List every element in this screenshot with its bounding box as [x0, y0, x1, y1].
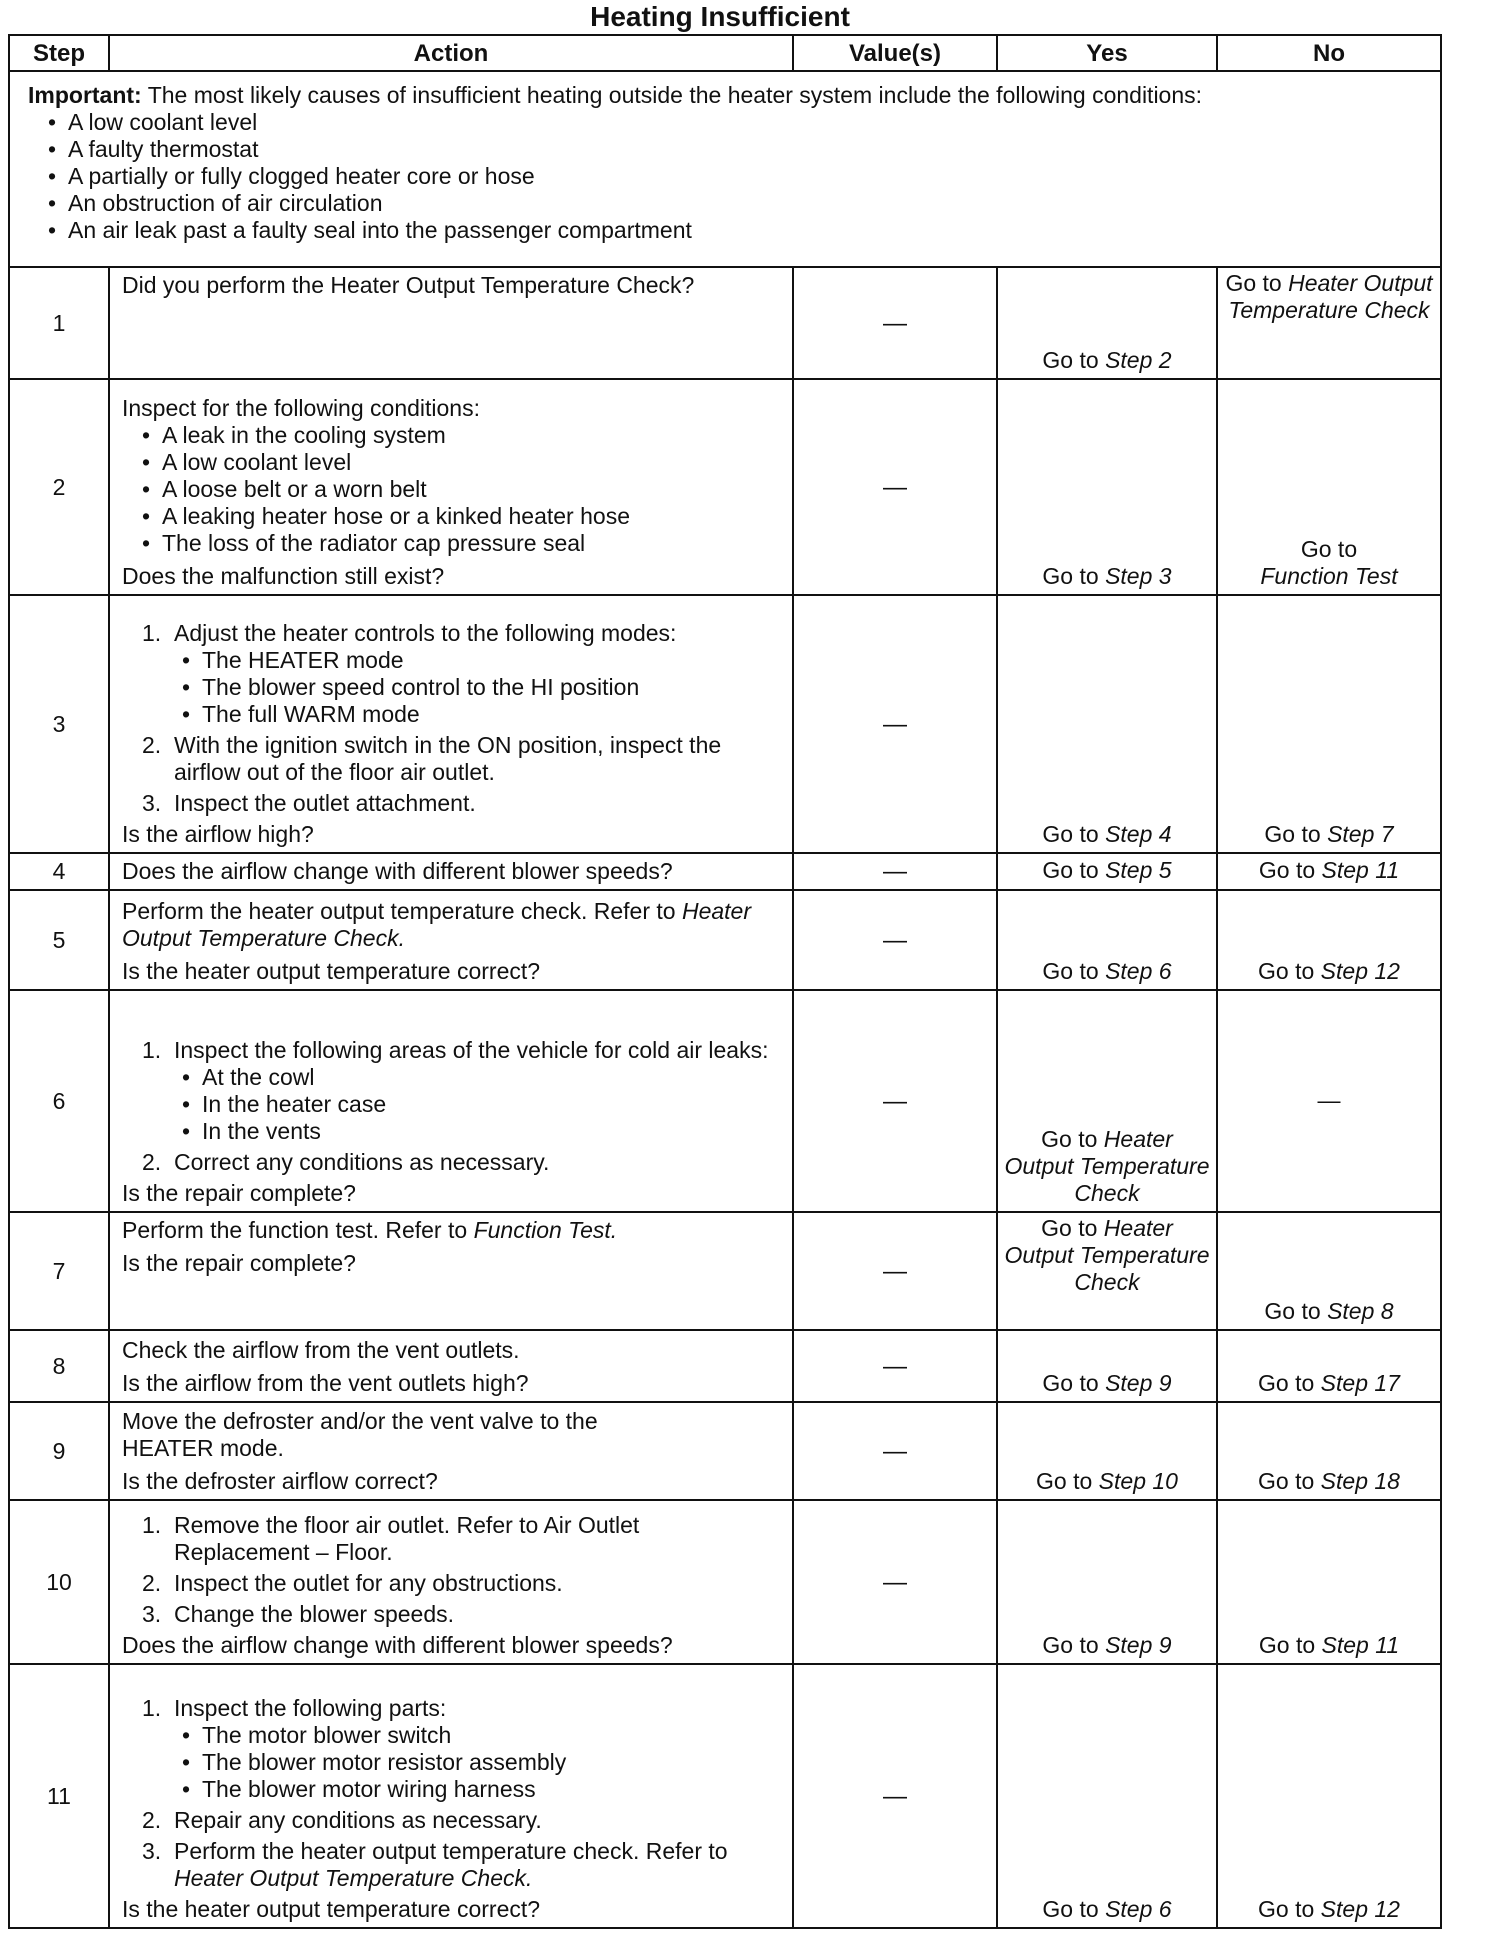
list-item: • At the cowl [174, 1064, 782, 1091]
action-cell: Check the airflow from the vent outlets. Is the airflow from the vent outlets high? [109, 1330, 793, 1402]
value-cell: — [793, 1500, 997, 1664]
no-cell: Go to Heater Output Temperature Check [1217, 267, 1441, 379]
step-number: 10 [9, 1500, 109, 1664]
question: Is the airflow from the vent outlets high? [122, 1370, 529, 1396]
list-item: • The loss of the radiator cap pressure seal [134, 530, 782, 557]
yes-cell: Go to Step 6 [997, 890, 1217, 990]
list-item: 2. With the ignition switch in the ON position, inspect the airflow out of the floor air outlet. [142, 732, 722, 785]
table-row [9, 890, 1441, 990]
action-cell [109, 1500, 793, 1664]
table-row [9, 853, 1441, 890]
no-cell: Go to Step 18 [1217, 1402, 1441, 1500]
no-cell: Go to Step 11 [1217, 853, 1441, 890]
value-cell: — [793, 267, 997, 379]
list-item: • In the heater case [174, 1091, 782, 1118]
yes-cell: Go to Step 9 [997, 1330, 1217, 1402]
list-item: • The full WARM mode [174, 701, 782, 728]
action-cell [109, 1664, 793, 1928]
table-row [9, 1212, 1441, 1330]
step-number: 8 [9, 1330, 109, 1402]
list-item: • The blower motor resistor assembly [174, 1749, 782, 1776]
list-item: 2. Correct any conditions as necessary. [142, 1149, 550, 1175]
important-list [40, 109, 1428, 244]
table-row [9, 1330, 1441, 1402]
list-item: • The motor blower switch [174, 1722, 782, 1749]
page-title: Heating Insufficient [590, 1, 850, 32]
table-row [9, 1500, 1441, 1664]
no-cell: Go to Step 12 [1217, 1664, 1441, 1928]
yes-cell: Go to Heater Output Temperature Check [997, 990, 1217, 1212]
value-cell: — [793, 1664, 997, 1928]
action-steps [122, 620, 782, 817]
list-item: 3. Change the blower speeds. [142, 1601, 455, 1627]
yes-cell: Go to Step 9 [997, 1500, 1217, 1664]
header-yes: Yes [997, 35, 1217, 71]
question: Is the repair complete? [122, 1250, 356, 1276]
action-steps [122, 1037, 782, 1176]
list-item: • The blower speed control to the HI position [174, 674, 782, 701]
yes-cell: Go to Step 5 [997, 853, 1217, 890]
yes-cell: Go to Heater Output Temperature Check [997, 1212, 1217, 1330]
question: Is the heater output temperature correct? [122, 1896, 541, 1922]
action-cell: Perform the heater output temperature check. Refer to Heater Output Temperature Check. Is the heater output temperature correct? [109, 890, 793, 990]
step-number: 11 [9, 1664, 109, 1928]
list-item: • The blower motor wiring harness [174, 1776, 782, 1803]
question: Is the heater output temperature correct? [122, 958, 541, 984]
value-cell: — [793, 990, 997, 1212]
no-cell: Go to Step 17 [1217, 1330, 1441, 1402]
question: Is the airflow high? [122, 821, 314, 847]
value-cell: — [793, 890, 997, 990]
question: Does the airflow change with different blower speeds? [122, 858, 673, 884]
action-cell: Perform the function test. Refer to Function Test. Is the repair complete? [109, 1212, 793, 1330]
yes-cell: Go to Step 4 [997, 595, 1217, 853]
yes-cell: Go to Step 3 [997, 379, 1217, 595]
value-cell: — [793, 853, 997, 890]
list-item: • A leak in the cooling system [134, 422, 782, 449]
value-cell: — [793, 1330, 997, 1402]
header-no: No [1217, 35, 1441, 71]
list-item: 3. Inspect the outlet attachment. [142, 790, 476, 816]
list-item: 1. Inspect the following parts: • The motor blower switch • The blower motor resistor assembly • The blower motor wiring harness [142, 1695, 782, 1803]
step-number: 4 [9, 853, 109, 890]
header-row [9, 35, 1441, 71]
no-cell: Go to Step 11 [1217, 1500, 1441, 1664]
header-values: Value(s) [793, 35, 997, 71]
action-steps [122, 1695, 782, 1892]
important-note [9, 71, 1441, 267]
table-row [9, 379, 1441, 595]
yes-cell: Go to Step 6 [997, 1664, 1217, 1928]
list-item: • A faulty thermostat [40, 136, 1428, 163]
list-item: • The HEATER mode [174, 647, 782, 674]
conditions-list [134, 422, 782, 557]
list-item: • An obstruction of air circulation [40, 190, 1428, 217]
yes-cell: Go to Step 10 [997, 1402, 1217, 1500]
diagnostic-table [8, 34, 1442, 1929]
step-number: 7 [9, 1212, 109, 1330]
important-label: Important: [28, 82, 142, 108]
list-item: 1. Remove the floor air outlet. Refer to Air Outlet Replacement – Floor. [142, 1512, 640, 1565]
table-row [9, 990, 1441, 1212]
important-row [9, 71, 1441, 267]
value-cell: — [793, 595, 997, 853]
no-cell: Go to Step 8 [1217, 1212, 1441, 1330]
list-item: 2. Inspect the outlet for any obstructions. [142, 1570, 563, 1596]
action-cell: Move the defroster and/or the vent valve to the HEATER mode. Is the defroster airflow correct? [109, 1402, 793, 1500]
step-number: 2 [9, 379, 109, 595]
action-steps [122, 1512, 782, 1628]
step-number: 5 [9, 890, 109, 990]
list-item: • A leaking heater hose or a kinked heater hose [134, 503, 782, 530]
question: Is the repair complete? [122, 1180, 356, 1206]
step-number: 6 [9, 990, 109, 1212]
header-action: Action [109, 35, 793, 71]
list-item: • In the vents [174, 1118, 782, 1145]
action-cell [109, 990, 793, 1212]
table-row [9, 1664, 1441, 1928]
no-cell: Go to Function Test [1217, 379, 1441, 595]
yes-cell: Go to Step 2 [997, 267, 1217, 379]
table-row [9, 595, 1441, 853]
step-number: 1 [9, 267, 109, 379]
list-item: • A loose belt or a worn belt [134, 476, 782, 503]
action-cell [109, 267, 793, 379]
step-number: 9 [9, 1402, 109, 1500]
list-item: • A partially or fully clogged heater core or hose [40, 163, 1428, 190]
action-cell [109, 595, 793, 853]
value-cell: — [793, 1212, 997, 1330]
value-cell: — [793, 379, 997, 595]
no-cell: Go to Step 7 [1217, 595, 1441, 853]
question: Did you perform the Heater Output Temperature Check? [122, 272, 695, 298]
important-text: The most likely causes of insufficient heating outside the heater system include the following conditions: [141, 82, 1203, 108]
no-cell: — [1217, 990, 1441, 1212]
list-item: • An air leak past a faulty seal into the passenger compartment [40, 217, 1428, 244]
value-cell: — [793, 1402, 997, 1500]
list-item: • A low coolant level [40, 109, 1428, 136]
list-item: • A low coolant level [134, 449, 782, 476]
no-cell: Go to Step 12 [1217, 890, 1441, 990]
list-item: 1. Adjust the heater controls to the following modes: • The HEATER mode • The blower speed control to the HI position • The full WARM mode [142, 620, 782, 728]
action-cell: Inspect for the following conditions: • A leak in the cooling system • A low coolant level • A loose belt or a worn belt • A leaking heater hose or a kinked heater hose • The loss of the radiator cap pressure seal Does the malfunction still exist? [109, 379, 793, 595]
table-row [9, 267, 1441, 379]
list-item: 2. Repair any conditions as necessary. [142, 1807, 542, 1833]
table-row [9, 1402, 1441, 1500]
question: Is the defroster airflow correct? [122, 1468, 438, 1494]
list-item: 3. Perform the heater output temperature check. Refer to Heater Output Temperature Check. [142, 1838, 728, 1891]
action-cell [109, 853, 793, 890]
question: Does the malfunction still exist? [122, 563, 445, 589]
header-step: Step [9, 35, 109, 71]
list-item: 1. Inspect the following areas of the vehicle for cold air leaks: • At the cowl • In the heater case • In the vents [142, 1037, 782, 1145]
step-number: 3 [9, 595, 109, 853]
question: Does the airflow change with different blower speeds? [122, 1632, 673, 1658]
